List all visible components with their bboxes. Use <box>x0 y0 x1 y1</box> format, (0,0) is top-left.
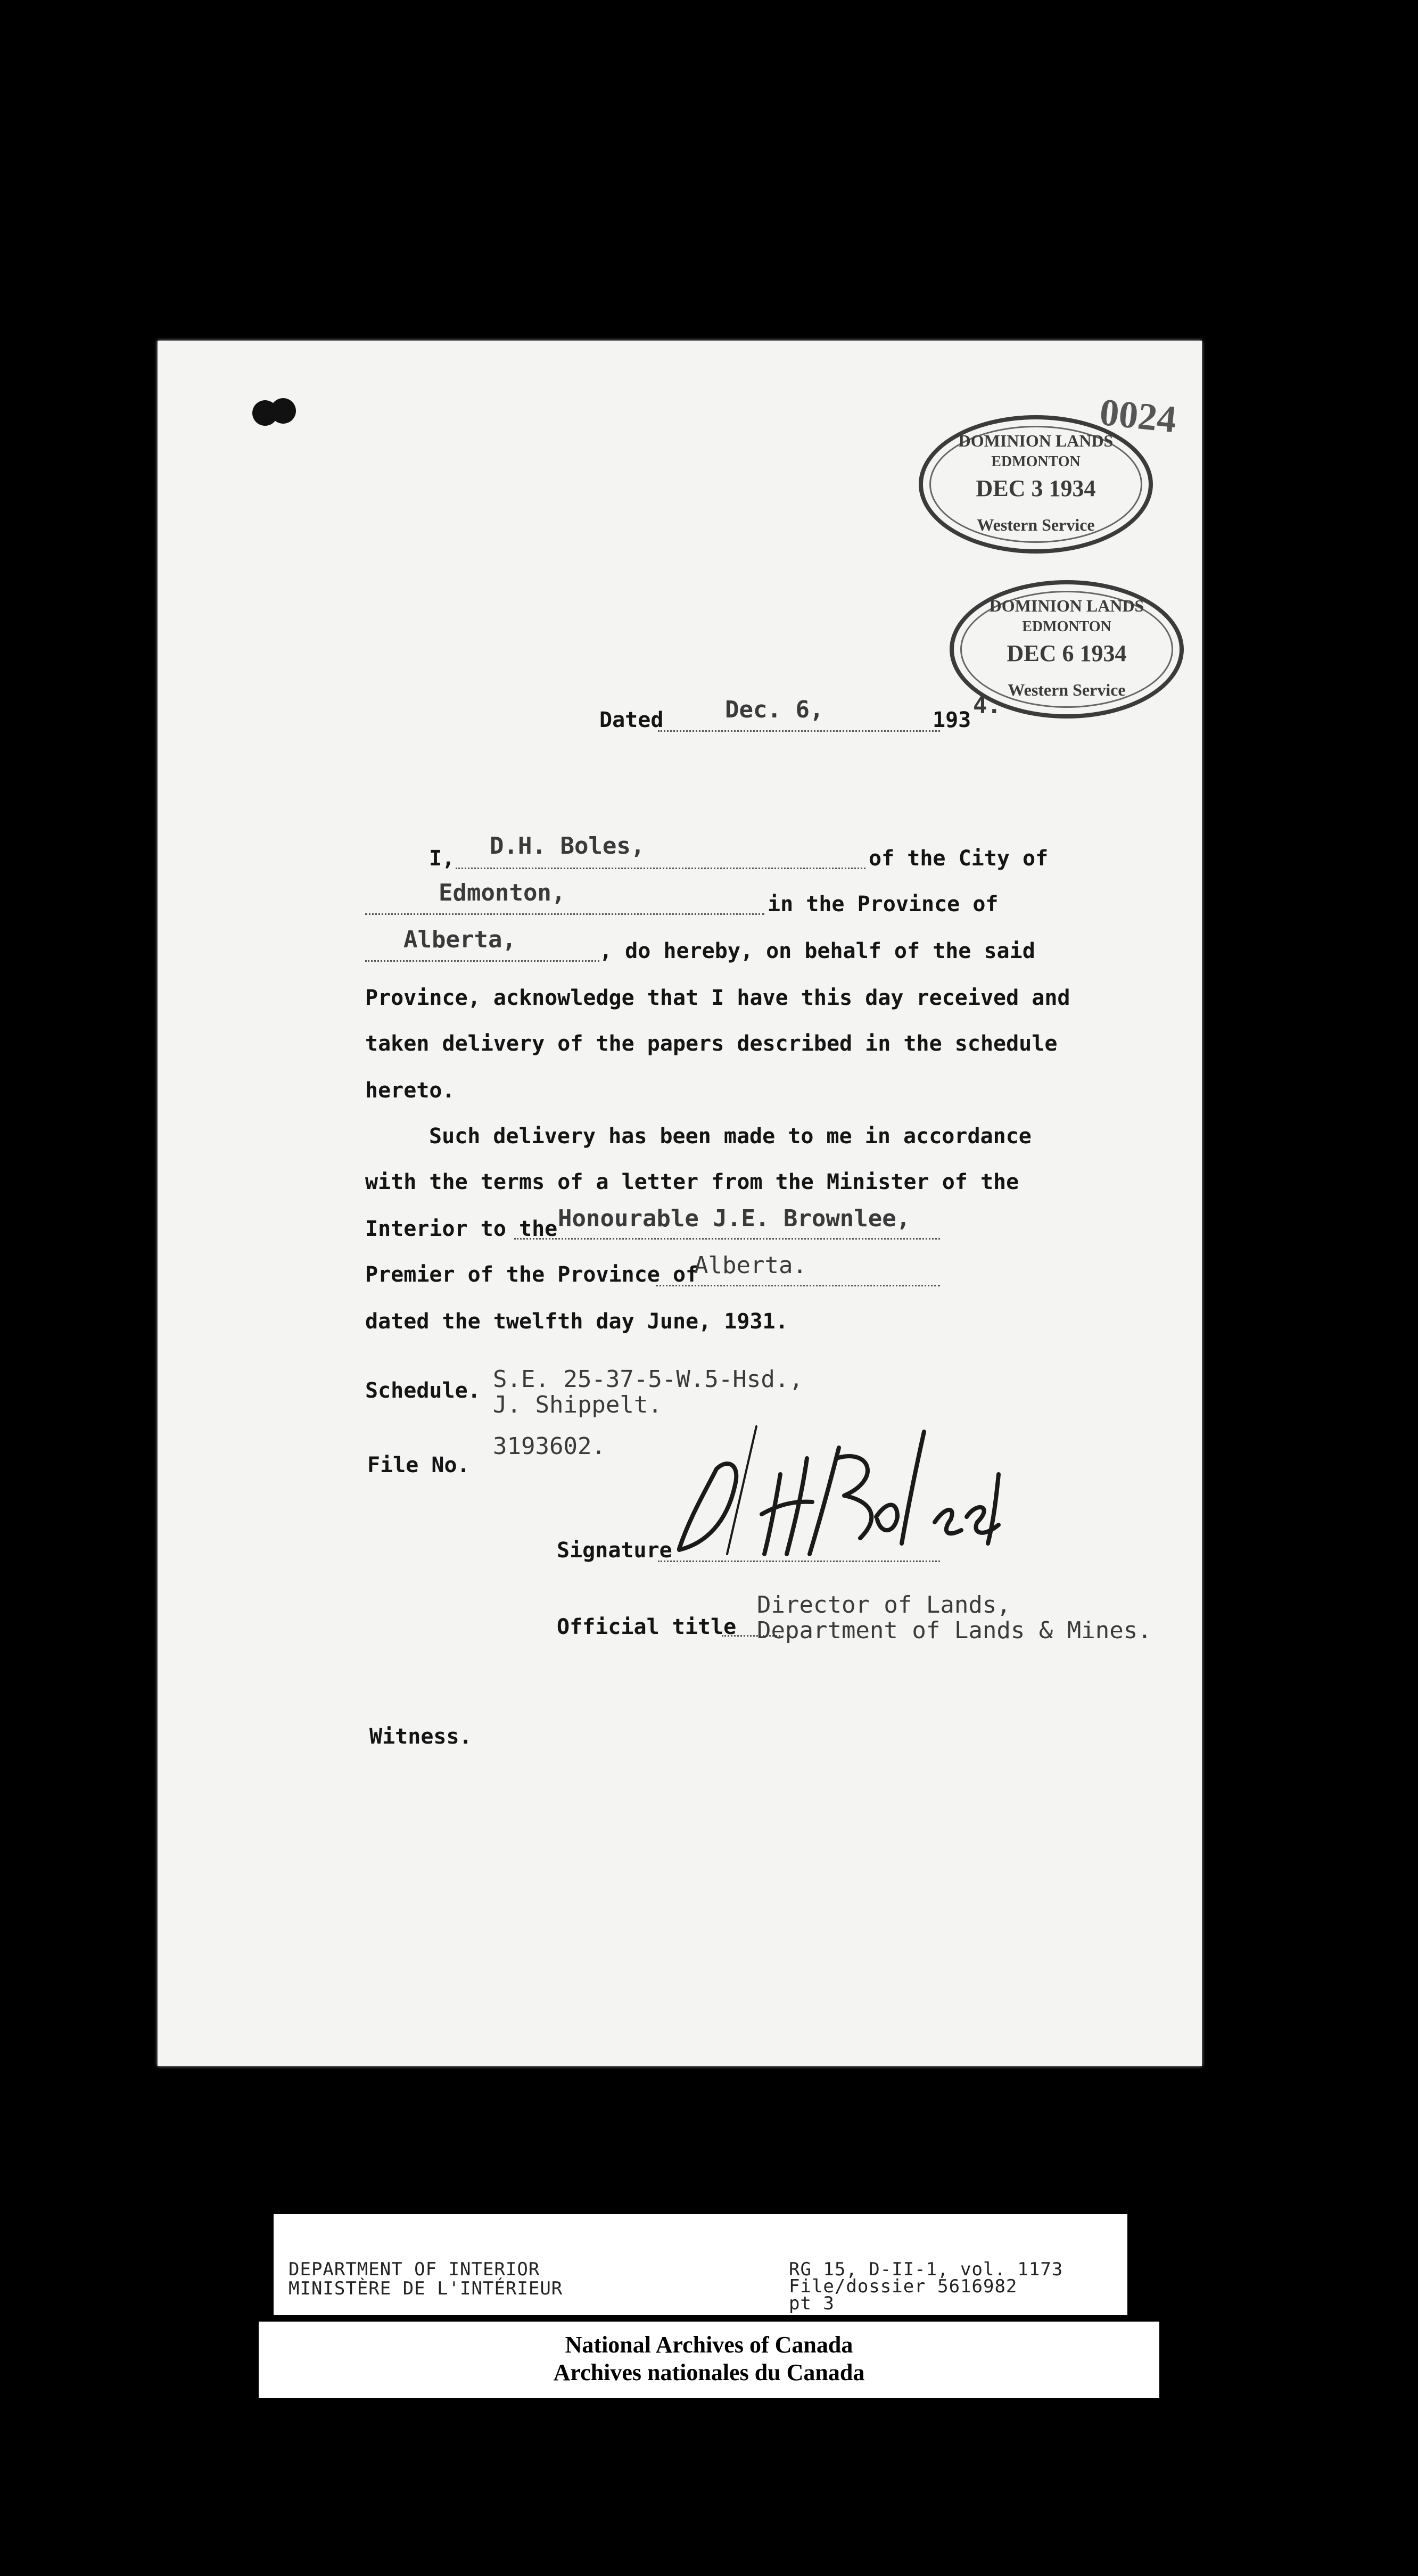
handwritten-signature <box>647 1410 1030 1570</box>
file-dossier: File/dossier 5616982 <box>789 2276 1018 2297</box>
stamp-top-text: DOMINION LANDS <box>958 431 1114 450</box>
premier-province-value: Alberta. <box>694 1252 807 1279</box>
official-title-label: Official title <box>557 1615 737 1639</box>
body-line-3: , do hereby, on behalf of the said <box>599 939 1035 963</box>
punch-hole <box>270 398 296 424</box>
city-value: Edmonton, <box>439 879 566 906</box>
interior-label: Interior to the <box>365 1217 558 1241</box>
honourable-rule <box>514 1238 940 1240</box>
file-value: 3193602. <box>493 1433 606 1460</box>
signature-label: Signature <box>557 1538 672 1563</box>
premier-rule <box>656 1285 940 1286</box>
schedule-line-1: S.E. 25-37-5-W.5-Hsd., <box>493 1366 803 1393</box>
stamp-date-text: DEC 6 1934 <box>1007 640 1127 666</box>
body-line-8: with the terms of a letter from the Minister of the <box>365 1170 1019 1194</box>
body-line-7: Such delivery has been made to me in accordance <box>429 1124 1032 1149</box>
rg-reference: RG 15, D-II-1, vol. 1173 <box>789 2259 1064 2280</box>
city-rule <box>365 913 764 915</box>
in-province-label: in the Province of <box>768 892 999 917</box>
stamp-top-text: DOMINION LANDS <box>989 596 1144 615</box>
witness-label: Witness. <box>369 1724 472 1749</box>
name-rule <box>456 868 865 869</box>
body-line-5: taken delivery of the papers described in the schedule <box>365 1031 1058 1056</box>
part-number: pt 3 <box>789 2293 835 2314</box>
title-line-2: Department of Lands & Mines. <box>757 1617 1152 1644</box>
province-rule <box>365 960 599 962</box>
honourable-value: Honourable J.E. Brownlee, <box>558 1205 911 1232</box>
body-line-6: hereto. <box>365 1078 455 1103</box>
year-suffix: 4. <box>973 692 1001 719</box>
schedule-line-2: J. Shippelt. <box>493 1391 662 1418</box>
stamp-city-text: EDMONTON <box>991 453 1081 470</box>
stamp-city-text: EDMONTON <box>1022 618 1111 635</box>
stamp-number: 0024 <box>1098 390 1178 441</box>
stamp-bottom-text: Western Service <box>1008 680 1126 699</box>
year-prefix: 193 <box>933 708 971 732</box>
i-label: I, <box>429 846 455 871</box>
dated-label: Dated <box>599 708 664 732</box>
of-city-label: of the City of <box>869 846 1049 871</box>
stamp-date-text: DEC 3 1934 <box>976 475 1096 501</box>
name-value: D.H. Boles, <box>490 832 645 860</box>
title-line-1: Director of Lands, <box>757 1591 1011 1619</box>
schedule-label: Schedule. <box>365 1378 481 1403</box>
province-value: Alberta, <box>403 926 516 953</box>
department-fr: MINISTÈRE DE L'INTÉRIEUR <box>288 2278 563 2299</box>
archive-reference-label <box>274 2214 1127 2315</box>
national-archives-banner <box>259 2322 1159 2398</box>
archives-name-en: National Archives of Canada <box>565 2332 853 2358</box>
received-stamp <box>919 415 1153 554</box>
stamp-bottom-text: Western Service <box>977 515 1095 534</box>
body-line-4: Province, acknowledge that I have this day received and <box>365 986 1070 1010</box>
archives-name-fr: Archives nationales du Canada <box>553 2359 865 2385</box>
document-page <box>158 341 1202 2066</box>
dated-rule <box>658 730 940 732</box>
file-label: File No. <box>367 1453 470 1477</box>
premier-label: Premier of the Province of <box>365 1262 699 1287</box>
department-en: DEPARTMENT OF INTERIOR <box>288 2259 540 2280</box>
dated-twelfth-line: dated the twelfth day June, 1931. <box>365 1309 788 1334</box>
dated-value: Dec. 6, <box>725 696 824 723</box>
